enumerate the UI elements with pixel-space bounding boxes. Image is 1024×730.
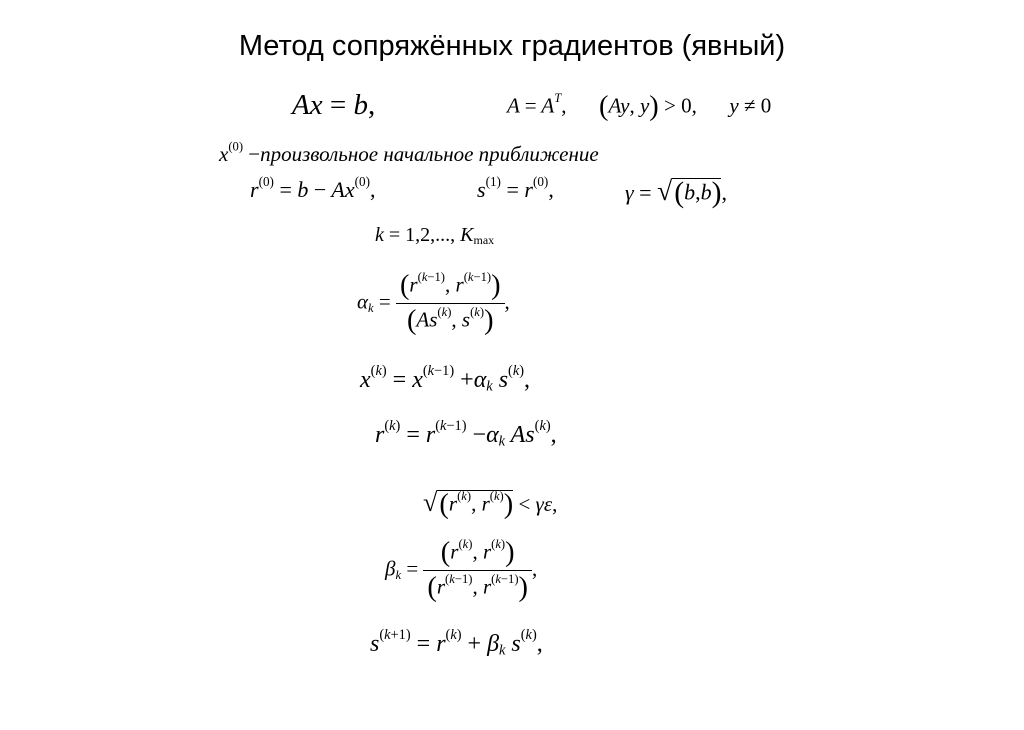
- formula-iterations: k = 1,2,..., $K_{max}$: [375, 224, 495, 247]
- formula-gamma: γ = √(b,b),: [625, 175, 727, 210]
- formula-s1: $s^{(1)} = r^{(0)}$,: [477, 173, 554, 202]
- formula-beta: $\beta_k$ = $\frac{(r^{(k)}, r^{(k)})}{(r^{(k-1)}, r^{(k-1)})}$ ,: [385, 537, 538, 604]
- formula-alpha: $\alpha_k$ = $\frac{(r^{(k-1)}, r^{(k-1)})}{(As^{(k)}, s^{(k)})}$ ,: [357, 270, 510, 337]
- formula-system: Ax = b,: [292, 89, 376, 121]
- formula-stop-criterion: $√(r^{(k)}$, $r^{(k)}) < \gamma\varepsilon$,: [423, 488, 558, 521]
- formula-initial-guess: $x^{(0)}$ −произвольное начальное приближение: [219, 139, 599, 166]
- formula-r-update: $r^{(k)} = r^{(k-1)} -\alpha_k$ As$^{(k)}$,: [375, 417, 557, 450]
- formula-s-update: $s^{(k+1)} = r^{(k)} + \beta_k$ $s^{(k)}$,: [370, 626, 543, 659]
- page-title: Метод сопряжённых градиентов (явный): [238, 30, 786, 62]
- initial-guess-text: произвольное начальное приближение: [260, 142, 599, 166]
- formula-x-update: $x^{(k)} = x^{(k-1)} +\alpha_k$ $s^{(k)}$,: [360, 362, 531, 395]
- formula-r0: $r^{(0)} = b - Ax^{(0)}$,: [250, 173, 376, 202]
- formula-conditions: $A = A^T$, (Ay, y) > 0, y ≠ 0: [507, 91, 772, 122]
